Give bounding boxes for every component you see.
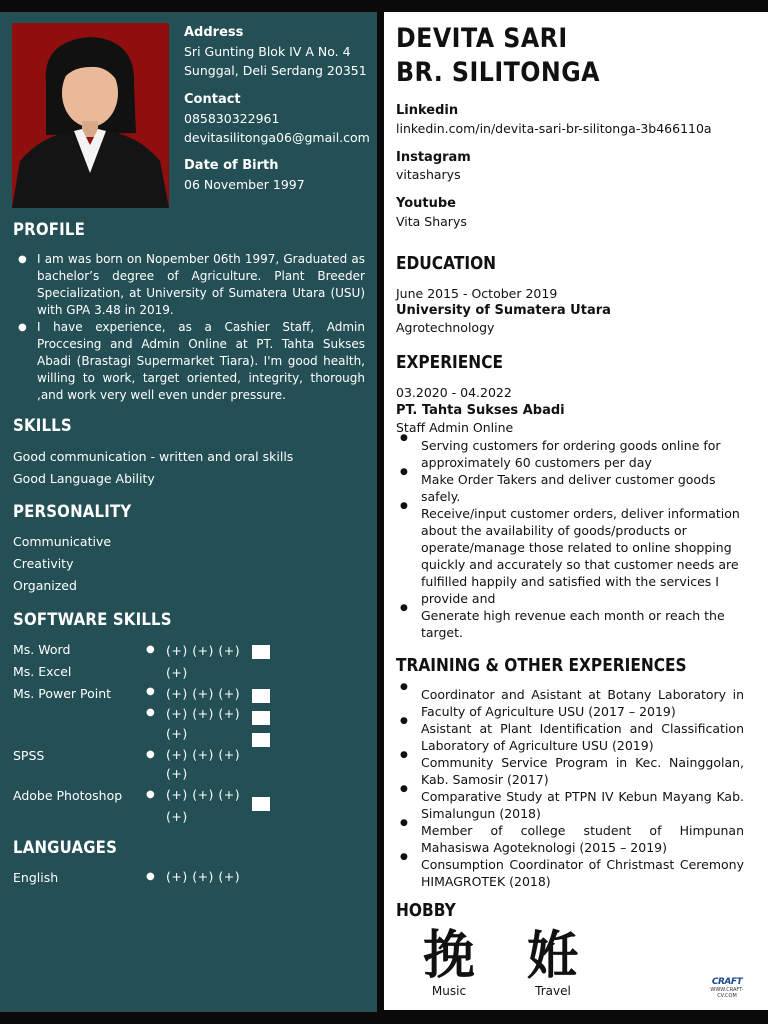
level-box	[252, 711, 270, 725]
youtube-channel: Vita Sharys	[396, 214, 467, 229]
hobby-caption: Travel	[535, 984, 571, 998]
profile-item: ● I have experience, as a Cashier Staff, Admin Proccesing and Admin Online at PT. Tahta Sukses Abadi (Brastagi Supermarket Tiara). I'm good health, willing to work, target oriented, integrity, thorough ,and work very well even under pressure.	[13, 319, 365, 404]
skill-level: (+)	[166, 809, 188, 824]
linkedin-link[interactable]: linkedin.com/in/devita-sari-br-silitonga-3b466110a	[396, 121, 712, 136]
skill-level: (+) (+) (+)	[166, 787, 241, 802]
skill-level: (+) (+) (+)	[166, 643, 241, 658]
training-list	[396, 686, 744, 890]
education-period: June 2015 - October 2019	[396, 286, 558, 301]
contact-block	[184, 90, 370, 147]
skill-level: (+)	[166, 726, 188, 741]
dob-label: Date of Birth	[184, 158, 279, 173]
skill-level: (+) (+) (+)	[166, 706, 241, 721]
skill-level: (+)	[166, 665, 188, 680]
language-level: (+) (+) (+)	[166, 869, 241, 884]
software-name: Ms. Word	[13, 642, 71, 657]
hobby-caption: Music	[431, 984, 467, 998]
software-name: Ms. Excel	[13, 664, 72, 679]
dob-value: 06 November 1997	[184, 177, 305, 192]
training-item: ● Comparative Study at PTPN IV Kebun Mayang Kab. Simalungun (2018)	[396, 788, 744, 822]
software-name: Adobe Photoshop	[13, 788, 123, 803]
skill-item: Good communication - written and oral skills	[13, 449, 294, 464]
address-line: Sunggal, Deli Serdang 20351	[184, 63, 367, 78]
language-name: English	[13, 870, 59, 885]
profile-item: ● I am was born on Nopember 06th 1997, Graduated as bachelor’s degree of Agriculture. Plant Breeder Specialization, at University of Sumatera Utara (USU) with GPA 3.48 in 2019.	[13, 251, 365, 319]
instagram-label: Instagram	[396, 150, 471, 165]
hobby-travel	[522, 925, 584, 998]
bullet-icon: ●	[146, 871, 155, 882]
address-line: Sri Gunting Blok IV A No. 4	[184, 44, 351, 59]
level-box	[252, 645, 270, 659]
address-block	[184, 23, 367, 80]
craft-cv-logo	[702, 977, 752, 999]
dob-block	[184, 156, 305, 194]
bullet-icon: ●	[146, 686, 155, 697]
level-box	[252, 689, 270, 703]
bullet-icon: ●	[146, 749, 155, 760]
profile-list	[13, 251, 365, 404]
right-panel	[384, 12, 768, 1010]
languages-heading: LANGUAGES	[13, 838, 118, 858]
personality-item: Communicative	[13, 534, 112, 549]
experience-item: ● Receive/input customer orders, deliver information about the availability of goods/products or operate/manage those related to online shopping quickly and accurately so that customer needs are fulfilled happily and satisfied with the services I provide and	[396, 505, 744, 607]
experience-item: ● Make Order Takers and deliver customer goods safely.	[396, 471, 744, 505]
experience-company: PT. Tahta Sukses Abadi	[396, 403, 565, 418]
linkedin-label: Linkedin	[396, 103, 459, 118]
contact-label: Contact	[184, 92, 241, 107]
training-item: ● Member of college student of Himpunan Mahasiswa Agoteknologi (2015 – 2019)	[396, 822, 744, 856]
training-heading: TRAINING & OTHER EXPERIENCES	[396, 656, 687, 676]
skill-level: (+) (+) (+)	[166, 747, 241, 762]
logo-mark: CRAFT	[711, 977, 743, 987]
training-item: ● Community Service Program in Kec. Nainggolan, Kab. Samosir (2017)	[396, 754, 744, 788]
experience-period: 03.2020 - 04.2022	[396, 385, 512, 400]
skills-list	[13, 446, 293, 490]
hobby-heading: HOBBY	[396, 901, 456, 921]
personality-item: Creativity	[13, 556, 74, 571]
bullet-icon: ●	[146, 789, 155, 800]
address-label: Address	[184, 25, 244, 40]
candidate-name	[396, 22, 600, 90]
experience-item: ● Generate high revenue each month or reach the target.	[396, 607, 744, 641]
experience-heading: EXPERIENCE	[396, 353, 504, 373]
email-address[interactable]: devitasilitonga06@gmail.com	[184, 130, 370, 145]
travel-icon: 姙	[526, 925, 579, 986]
level-box	[252, 797, 270, 811]
music-icon: 挽	[422, 925, 475, 986]
experience-role: Staff Admin Online	[396, 420, 514, 435]
training-item: ● Coordinator and Asistant at Botany Laboratory in Faculty of Agriculture USU (2017 – 2019)	[396, 686, 744, 720]
left-panel	[0, 12, 377, 1012]
software-heading: SOFTWARE SKILLS	[13, 610, 172, 630]
bullet-icon: ●	[146, 707, 155, 718]
bullet-icon: ●	[146, 644, 155, 655]
name-line: BR. SILITONGA	[396, 57, 600, 88]
skills-heading: SKILLS	[13, 416, 72, 436]
instagram-handle: vitasharys	[396, 167, 461, 182]
phone-number: 085830322961	[184, 111, 280, 126]
software-name: Ms. Power Point	[13, 686, 112, 701]
education-school: University of Sumatera Utara	[396, 303, 611, 318]
profile-heading: PROFILE	[13, 220, 85, 240]
profile-photo	[12, 23, 169, 208]
skill-level: (+)	[166, 766, 188, 781]
education-heading: EDUCATION	[396, 254, 497, 274]
logo-url: WWW.CRAFT-CV.COM	[710, 987, 744, 999]
skill-level: (+) (+) (+)	[166, 686, 241, 701]
training-item: ● Asistant at Plant Identification and Classification Laboratory of Agriculture USU (2019)	[396, 720, 744, 754]
personality-heading: PERSONALITY	[13, 502, 132, 522]
level-box	[252, 733, 270, 747]
skill-item: Good Language Ability	[13, 471, 155, 486]
experience-item: ● Serving customers for ordering goods online for approximately 60 customers per day	[396, 437, 744, 471]
personality-item: Organized	[13, 578, 77, 593]
name-line: DEVITA SARI	[396, 23, 568, 54]
hobby-music	[418, 925, 480, 998]
education-major: Agrotechnology	[396, 320, 495, 335]
software-name: SPSS	[13, 748, 45, 763]
youtube-label: Youtube	[396, 196, 456, 211]
experience-list	[396, 437, 744, 641]
training-item: ● Consumption Coordinator of Christmast Ceremony HIMAGROTEK (2018)	[396, 856, 744, 890]
personality-list	[13, 531, 111, 597]
